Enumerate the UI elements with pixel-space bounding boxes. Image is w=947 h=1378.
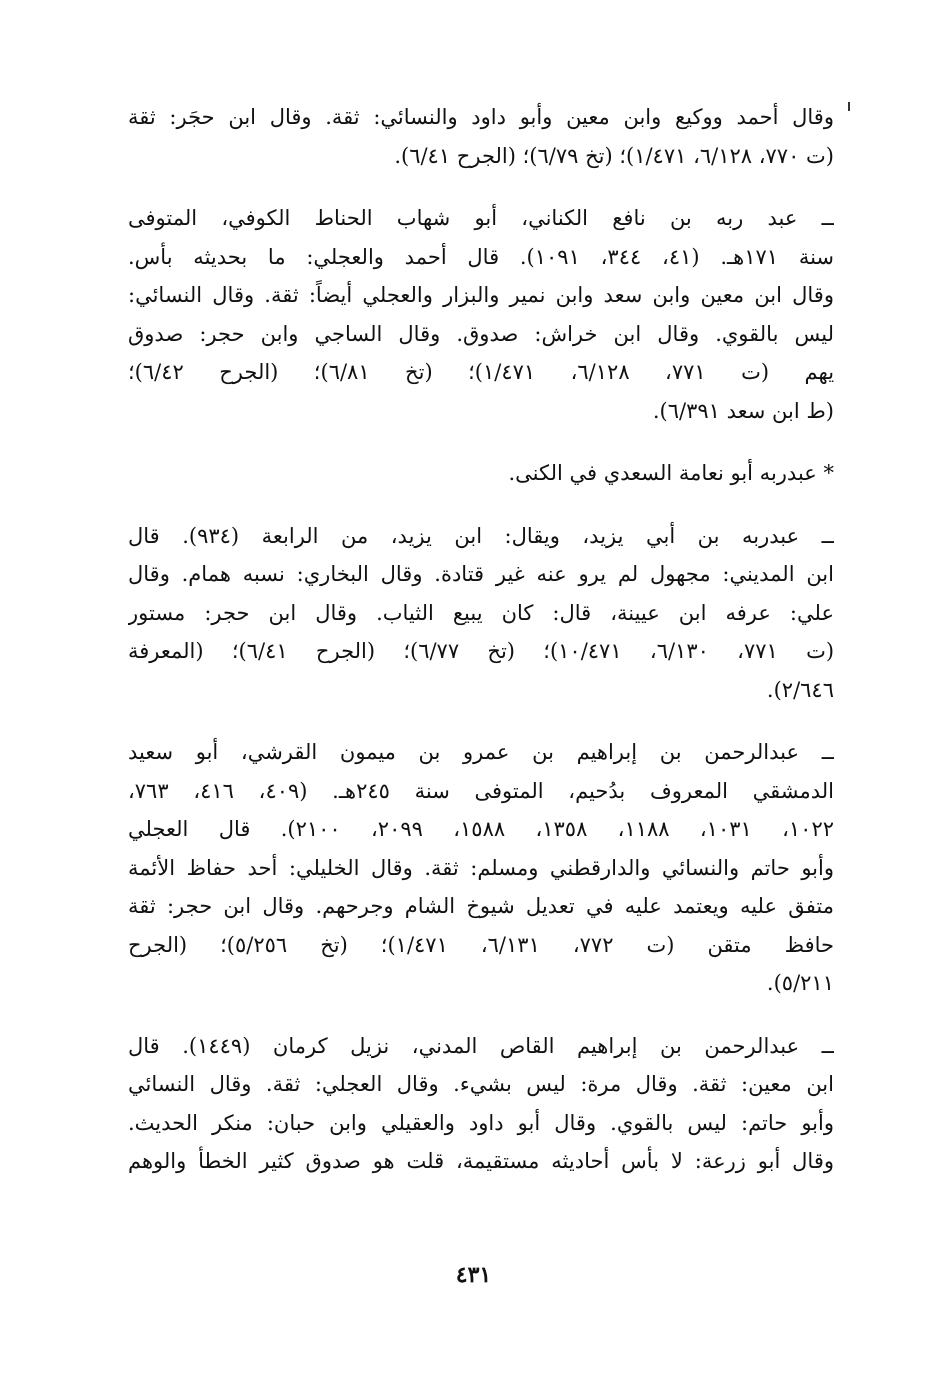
text-line: ٥/٢١١). [766,971,834,995]
entry-continuation [128,98,834,175]
text-line: (ت ٧٧١، ٦/١٣٠، ١٠/٤٧١)؛ (تخ ٦/٧٧)؛ (الجرح ٦/٤١)؛ (المعرفة [128,639,834,663]
margin-mark [848,102,850,111]
text-line: وقال أحمد ووكيع وابن معين وأبو داود والنسائي: ثقة. وقال ابن حجَر: ثقة [128,105,834,129]
text-line: ــ عبدربه بن أبي يزيد، ويقال: ابن يزيد، من الرابعة (٩٣٤). قال [128,523,834,548]
text-line: وقال ابن معين وابن سعد وابن نمير والبزار والعجلي أيضاً: ثقة. وقال النسائي: [128,283,834,307]
text-line: الدمشقي المعروف بدُحيم، المتوفى سنة ٢٤٥هـ. (٤٠٩، ٤١٦، ٧٦٣، [128,778,834,803]
text-line: حافظ متقن (ت ٧٧٢، ٦/١٣١، ١/٤٧١)؛ (تخ ٥/٢٥٦)؛ (الجرح [128,932,834,957]
text-line: (ت ٧٧٠، ٦/١٢٨، ١/٤٧١)؛ (تخ ٦/٧٩)؛ (الجرح ٦/٤١). [394,143,834,168]
text-line: (ط ابن سعد ٦/٣٩١). [652,398,834,423]
entry-abdurrahman-bin-ibrahim-duhaym [128,733,834,1003]
text-line: وأبو حاتم: ليس بالقوي. وقال أبو داود والعقيلي وابن حبان: منكر الحديث. [128,1110,834,1135]
text-line: وأبو حاتم والنسائي والدارقطني ومسلم: ثقة. وقال الخليلي: أحد حفاظ الأئمة [128,855,834,880]
text-line: ليس بالقوي. وقال ابن خراش: صدوق. وقال الساجي وابن حجر: صدوق [128,321,834,346]
text-line: سنة ١٧١هـ. (٤١، ٣٤٤، ١٠٩١). قال أحمد والعجلي: ما بحديثه بأس. [128,244,834,269]
entry-abdurrahman-bin-ibrahim-al-qass [128,1027,834,1181]
text-line: ابن معين: ثقة. وقال مرة: ليس بشيء. وقال العجلي: ثقة. وقال النسائي [128,1072,834,1096]
text-line: ــ عبد ربه بن نافع الكناني، أبو شهاب الحناط الكوفي، المتوفى [128,206,834,230]
text-line: * عبدربه أبو نعامة السعدي في الكنى. [508,461,834,485]
text-line: متفق عليه ويعتمد عليه في تعديل شيوخ الشام وجرحهم. وقال ابن حجر: ثقة [128,894,834,918]
page-number: ٤٣١ [455,1262,492,1288]
text-line: ١٠٢٢، ١٠٣١، ١١٨٨، ١٣٥٨، ١٥٨٨، ٢٠٩٩، ٢١٠٠). قال العجلي [128,817,834,841]
text-line: يهم (ت ٧٧١، ٦/١٢٨، ١/٤٧١)؛ (تخ ٦/٨١)؛ (الجرح ٦/٤٢)؛ [128,360,834,384]
page-body [128,98,834,1205]
entry-abd-rabbih-bin-nafi [128,199,834,430]
text-line: علي: عرفه ابن عيينة، قال: كان يبيع الثياب. وقال ابن حجر: مستور [128,600,834,625]
entry-abd-rabbih-bin-abi-yazid [128,517,834,710]
text-line: ٢/٦٤٦). [766,677,834,702]
text-line: ابن المديني: مجهول لم يرو عنه غير قتادة. وقال البخاري: نسبه همام. وقال [128,562,834,586]
entry-cross-reference [128,454,834,493]
text-line: وقال أبو زرعة: لا بأس أحاديثه مستقيمة، قلت هو صدوق كثير الخطأ والوهم [128,1149,834,1173]
text-line: ــ عبدالرحمن بن إبراهيم بن عمرو بن ميمون القرشي، أبو سعيد [128,740,834,764]
text-line: ــ عبدالرحمن بن إبراهيم القاص المدني، نزيل كرمان (١٤٤٩). قال [128,1033,834,1058]
